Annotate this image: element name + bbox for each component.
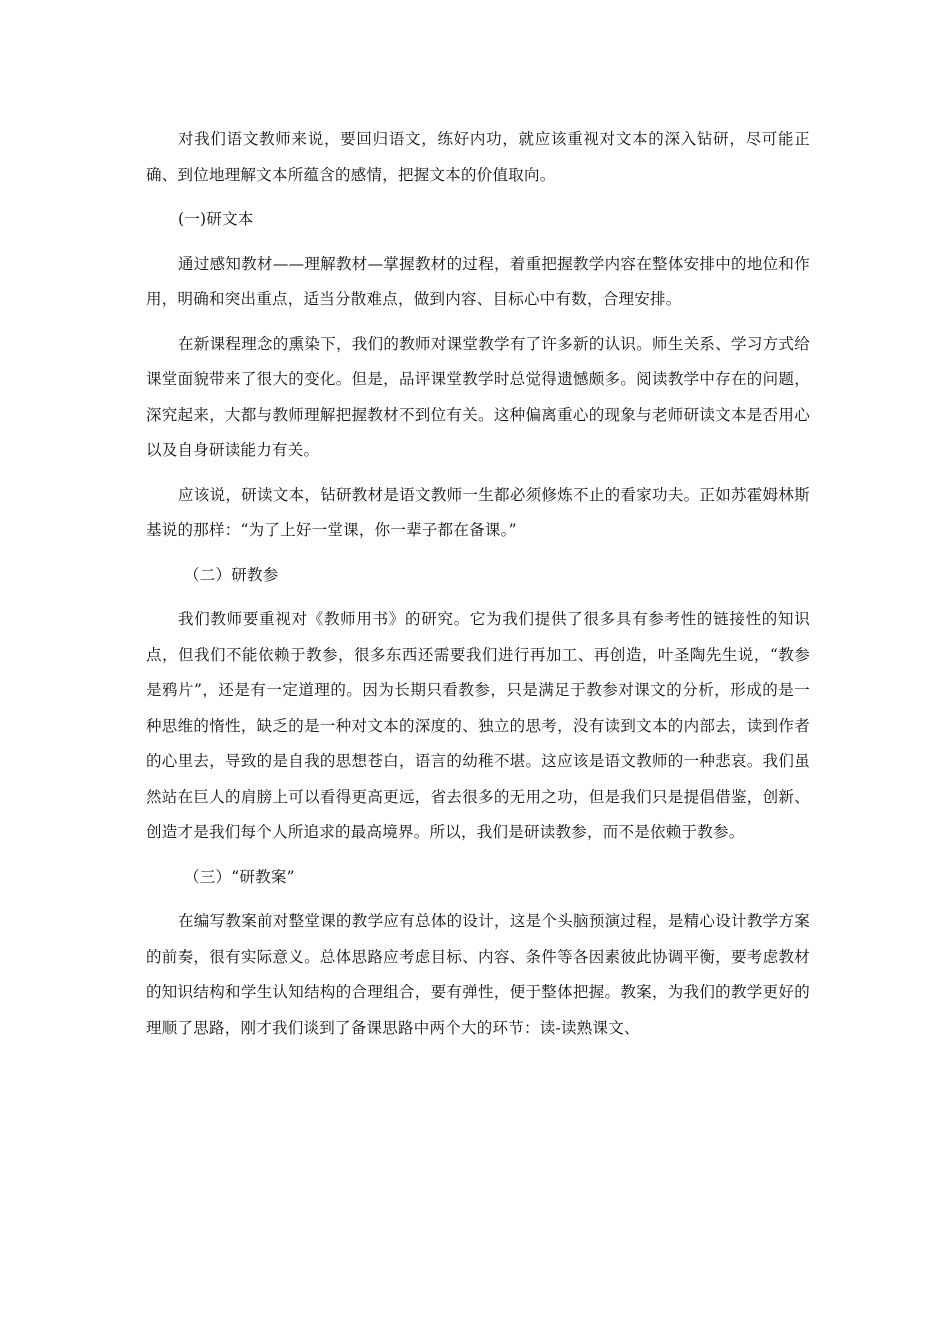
paragraph-new-curriculum: 在新课程理念的熏染下，我们的教师对课堂教学有了许多新的认识。师生关系、学习方式给课堂面貌带来了很大的变化。但是，品评课堂教学时总觉得遗憾颇多。阅读教学中存在的问题，深究起来，大都与教师理解把握教材不到位有关。这种偏离重心的现象与老师研读文本是否用心以及自身研读能力有关。	[146, 334, 810, 459]
paragraph-textbook-process: 通过感知教材——理解教材—掌握教材的过程，着重把握教学内容在整体安排中的地位和作用，明确和突出重点，适当分散难点，做到内容、目标心中有数，合理安排。	[146, 254, 810, 308]
section-heading-2: （二）研教参	[184, 565, 279, 584]
section-heading-1: (一)研文本	[178, 210, 254, 228]
document-body	[146, 122, 810, 1046]
paragraph-lesson-plan: 在编写教案前对整堂课的教学应有总体的设计，这是个头脑预演过程，是精心设计教学方案的前奏，很有实际意义。总体思路应考虑目标、内容、条件等各因素彼此协调平衡，要考虑教材的知识结构和学生认知结构的合理组合，要有弹性，便于整体把握。教案，为我们的教学更好的理顺了思路，刚才我们谈到了备课思路中两个大的环节：读-读熟课文、	[146, 912, 810, 1037]
paragraph-teacher-book: 我们教师要重视对《教师用书》的研究。它为我们提供了很多具有参考性的链接性的知识点，但我们不能依赖于教参，很多东西还需要我们进行再加工、再创造，叶圣陶先生说，“教参是鸦片”，还是有一定道理的。因为长期只看教参，只是满足于教参对课文的分析，形成的是一种思维的惰性，缺乏的是一种对文本的深度的、独立的思考，没有读到文本的内部去，读到作者的心里去，导致的是自我的思想苍白，语言的幼稚不堪。这应该是语文教师的一种悲哀。我们虽然站在巨人的肩膀上可以看得更高更远，省去很多的无用之功，但是我们只是提倡借鉴，创新、创造才是我们每个人所追求的最高境界。所以，我们是研读教参，而不是依赖于教参。	[146, 610, 810, 841]
paragraph-intro: 对我们语文教师来说，要回归语文，练好内功，就应该重视对文本的深入钻研，尽可能正确、到位地理解文本所蕴含的感情，把握文本的价值取向。	[146, 130, 810, 184]
section-heading-3: （三）“研教案”	[184, 867, 295, 886]
paragraph-study-text: 应该说，研读文本，钻研教材是语文教师一生都必须修炼不止的看家功夫。正如苏霍姆林斯基说的那样：“为了上好一堂课，你一辈子都在备课。”	[146, 485, 810, 539]
